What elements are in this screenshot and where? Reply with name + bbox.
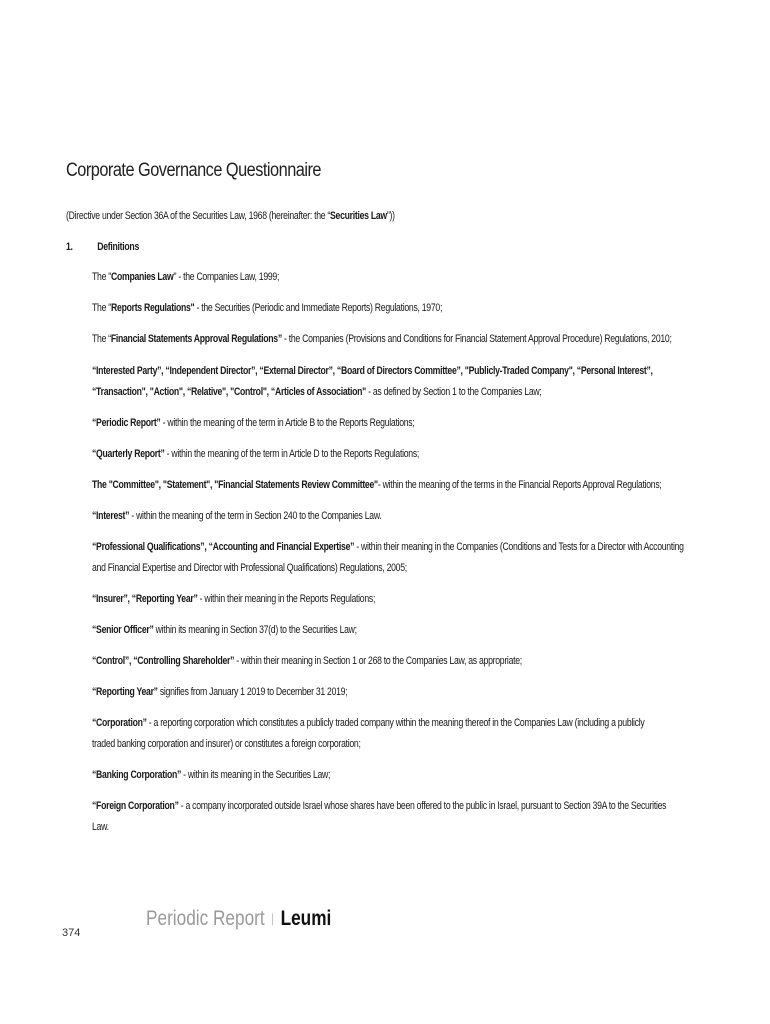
directive-line <box>66 206 395 227</box>
section-number: 1. <box>66 241 73 253</box>
definition-periodic-report <box>92 413 414 434</box>
definition-text: - within the meaning of the terms in the Financial Reports Approval Regulations; <box>377 479 662 491</box>
directive-prefix: (Directive under Section 36A of the Securities Law, 1968 (hereinafter: the “ <box>66 210 331 222</box>
definition-prefix: The " <box>92 302 112 314</box>
definition-prefix: The “ <box>92 333 111 345</box>
definition-fs-approval-regulations <box>92 329 672 350</box>
definition-text: - within the meaning of the term in Article D to the Reports Regulations; <box>164 448 420 460</box>
terms-line-1: “Interested Party”, “Independent Director”, “External Director”, “Board of Directors Committee”, "Publicly-Traded Company", “Personal Interest”, <box>92 365 653 377</box>
definition-text: - within their meaning in the Reports Regulations; <box>197 593 376 605</box>
definition-term: Reports Regulations" <box>111 302 195 314</box>
definition-term: Financial Statements Approval Regulations” <box>110 333 282 345</box>
definition-banking-corporation <box>92 765 330 786</box>
definition-companies-law <box>92 267 279 288</box>
definition-term: The "Committee", "Statement", "Financial Statements Review Committee" <box>92 479 378 491</box>
definition-reporting-year <box>92 682 347 703</box>
definition-corporation <box>92 713 644 755</box>
definition-text: signifies from January 1 2019 to December 31 2019; <box>157 686 348 698</box>
leumi-logo: Leumi <box>280 907 332 930</box>
definition-quarterly-report <box>92 444 419 465</box>
definition-senior-officer <box>92 620 357 641</box>
definition-text: within its meaning in Section 37(d) to the Securities Law; <box>153 624 357 636</box>
terms-line-2: “Transaction", "Action", “Relative", "Control", “Articles of Association" <box>92 386 367 398</box>
definition-text: traded banking corporation and insurer) or constitutes a foreign corporation; <box>92 738 361 750</box>
definition-text: Law. <box>92 821 109 833</box>
definition-text: - within the meaning of the term in Section 240 to the Companies Law. <box>129 510 382 522</box>
definition-term: “Insurer”, “Reporting Year” <box>92 593 198 605</box>
definition-text: - a company incorporated outside Israel whose shares have been offered to the public in Israel, pursuant to Section 39A to the Securities <box>178 800 667 812</box>
definition-term: “Banking Corporation” <box>92 769 182 781</box>
page-number: 374 <box>62 927 81 939</box>
definition-text: and Financial Expertise and Director with Professional Qualifications) Regulations, 2005; <box>92 562 407 574</box>
section-title: Definitions <box>97 241 140 253</box>
definition-prefix: The " <box>92 271 112 283</box>
definition-reports-regulations <box>92 298 442 319</box>
definition-term: “Periodic Report” <box>92 417 161 429</box>
definition-foreign-corporation <box>92 796 666 838</box>
definition-text: - a reporting corporation which constitutes a publicly traded company within the meaning thereof in the Companies Law (including a publicly <box>146 717 645 729</box>
directive-term: Securities Law <box>330 210 387 222</box>
definition-text: - within its meaning in the Securities Law; <box>181 769 331 781</box>
footer-brand <box>146 907 331 931</box>
definition-text: - the Securities (Periodic and Immediate Reports) Regulations, 1970; <box>194 302 443 314</box>
definition-text: " - the Companies Law, 1999; <box>173 271 280 283</box>
definition-term: “Senior Officer” <box>92 624 154 636</box>
definition-control <box>92 651 522 672</box>
definition-term: “Professional Qualifications”, “Accounting and Financial Expertise” <box>92 541 355 553</box>
definition-term: “Quarterly Report” <box>92 448 165 460</box>
definition-term: “Corporation” <box>92 717 147 729</box>
definition-term: Companies Law <box>111 271 174 283</box>
terms-line-2-text: - as defined by Section 1 to the Companies Law; <box>366 386 542 398</box>
footer-separator: | <box>271 911 275 926</box>
definition-term: “Control”, “Controlling Shareholder” <box>92 655 235 667</box>
definition-committee <box>92 475 662 496</box>
definition-term: “Interest” <box>92 510 130 522</box>
page-title: Corporate Governance Questionnaire <box>66 160 321 181</box>
definition-text: - within their meaning in Section 1 or 268 to the Companies Law, as appropriate; <box>234 655 522 667</box>
directive-suffix: ”)) <box>386 210 395 222</box>
definition-insurer <box>92 589 375 610</box>
footer-report-label: Periodic Report <box>146 907 265 930</box>
definition-terms-block <box>92 361 653 403</box>
definition-term: “Foreign Corporation” <box>92 800 179 812</box>
definition-text: - within their meaning in the Companies (Conditions and Tests for a Director with Accounting <box>354 541 684 553</box>
definition-professional-qualifications <box>92 537 684 579</box>
section-heading <box>66 237 139 258</box>
definition-interest <box>92 506 381 527</box>
definition-term: “Reporting Year” <box>92 686 158 698</box>
definition-text: - within the meaning of the term in Article B to the Reports Regulations; <box>160 417 415 429</box>
definition-text: - the Companies (Provisions and Conditions for Financial Statement Approval Procedure) Regulations, 2010; <box>281 333 672 345</box>
